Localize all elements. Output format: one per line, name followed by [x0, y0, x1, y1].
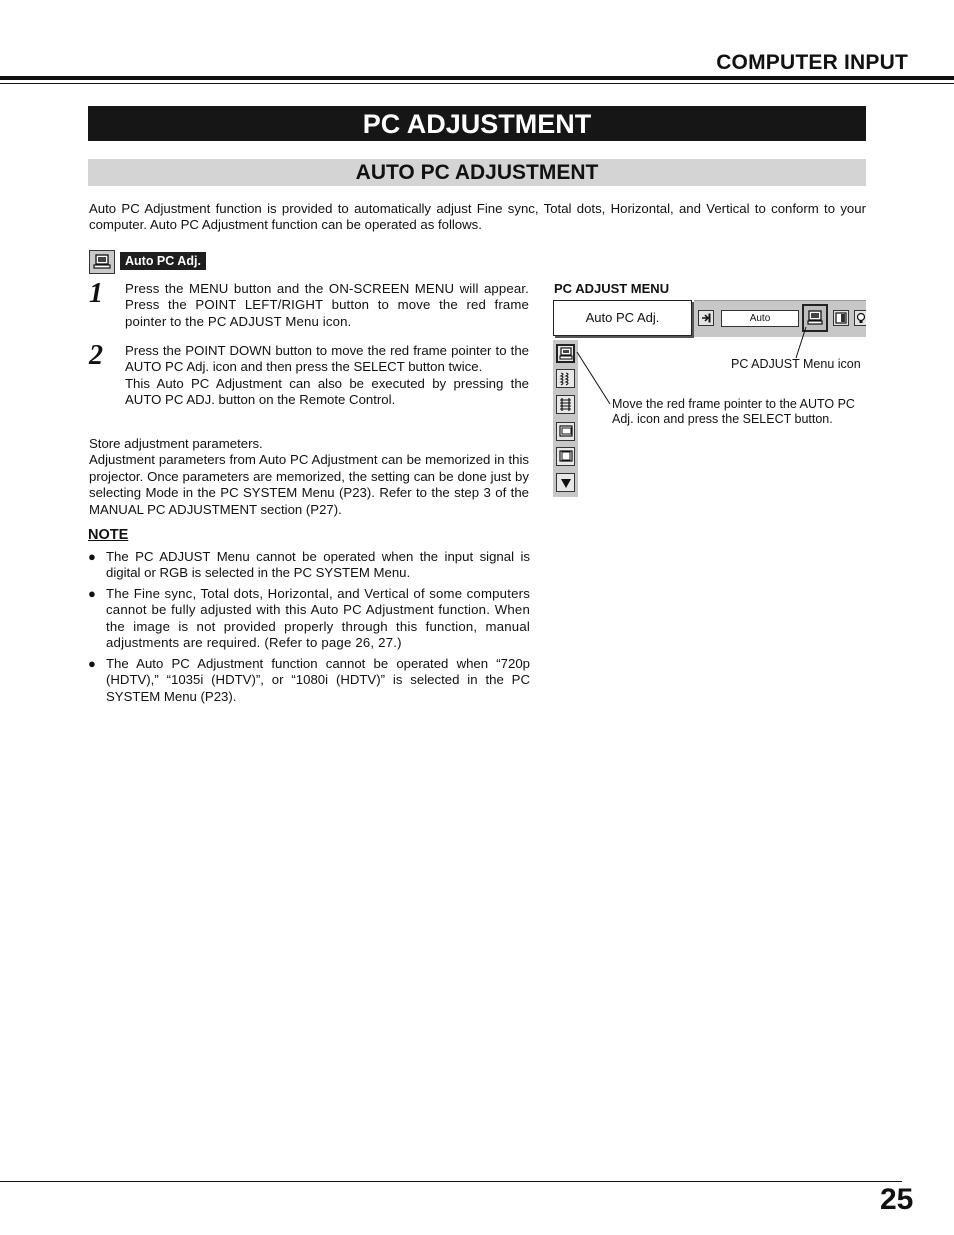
- callout-pc-adjust-menu-icon: PC ADJUST Menu icon: [731, 357, 861, 371]
- step-number: 1: [89, 278, 103, 309]
- header-rule: [0, 76, 954, 80]
- input-select-icon[interactable]: [698, 310, 714, 326]
- menu-display-box: Auto PC Adj.: [553, 300, 692, 336]
- page-number: 25: [880, 1183, 914, 1216]
- step-number: 2: [89, 340, 103, 371]
- header-rule-thin: [0, 83, 954, 84]
- lamp-icon[interactable]: [854, 310, 866, 326]
- section-title: COMPUTER INPUT: [716, 51, 908, 74]
- footer-rule: [0, 1181, 902, 1182]
- vertical-position-icon[interactable]: [556, 447, 575, 466]
- step-1-text: Press the MENU button and the ON-SCREEN MENU will appear. Press the POINT LEFT/RIGHT button to move the red frame pointer to the PC ADJUST Menu icon.: [125, 281, 529, 329]
- callout-move-instructions: Move the red frame pointer to the AUTO PC Adj. icon and press the SELECT button.: [612, 397, 855, 426]
- page-subtitle: AUTO PC ADJUSTMENT: [88, 159, 866, 186]
- note-text: The Auto PC Adjustment function cannot be operated when “720p (HDTV),” “1035i (HDTV)”, or “1080i (HDTV)” is selected in the PC SYSTEM Menu (P23).: [106, 656, 530, 704]
- step-2-text: [125, 343, 529, 409]
- store-paragraph: Adjustment parameters from Auto PC Adjustment can be memorized in this projector. Once parameters are memorized, the setting can be done just by selecting Mode in the PC SYSTEM Menu (P23). Refer to the step 3 of the MANUAL PC ADJUSTMENT section (P27).: [89, 452, 529, 517]
- menu-caption: PC ADJUST MENU: [554, 281, 670, 296]
- horizontal-position-icon[interactable]: [556, 422, 575, 441]
- note-item: [88, 586, 530, 652]
- step-2-main: Press the POINT DOWN button to move the red frame pointer to the AUTO PC Adj. icon and then press the SELECT button twice.: [125, 343, 529, 375]
- bullet-icon: ●: [88, 586, 96, 601]
- bullet-icon: ●: [88, 656, 96, 671]
- page-title: PC ADJUSTMENT: [88, 106, 866, 141]
- note-text: The Fine sync, Total dots, Horizontal, and Vertical of some computers cannot be fully adjusted with this Auto PC Adjustment function. When the image is not provided properly through this function, manual adjustments are required. (Refer to page 26, 27.): [106, 586, 530, 651]
- note-text: The PC ADJUST Menu cannot be operated when the input signal is digital or RGB is selected in the PC SYSTEM Menu.: [106, 549, 530, 581]
- step-2-extra: This Auto PC Adjustment can also be executed by pressing the AUTO PC ADJ. button on the Remote Control.: [125, 375, 529, 408]
- auto-pc-adj-label: Auto PC Adj.: [120, 252, 206, 270]
- intro-paragraph: Auto PC Adjustment function is provided to automatically adjust Fine sync, Total dots, Horizontal, and Vertical to conform to your computer. Auto PC Adjustment function can be operated as follows.: [89, 201, 866, 233]
- mode-field[interactable]: Auto: [721, 310, 799, 327]
- note-item: [88, 549, 530, 582]
- scroll-down-icon[interactable]: [556, 473, 575, 492]
- bullet-icon: ●: [88, 549, 96, 564]
- store-section: [89, 436, 529, 518]
- note-heading: NOTE: [88, 527, 129, 543]
- image-menu-icon[interactable]: [833, 310, 849, 326]
- store-heading: Store adjustment parameters.: [89, 436, 263, 451]
- note-item: [88, 656, 530, 705]
- auto-pc-adj-icon: [89, 250, 115, 274]
